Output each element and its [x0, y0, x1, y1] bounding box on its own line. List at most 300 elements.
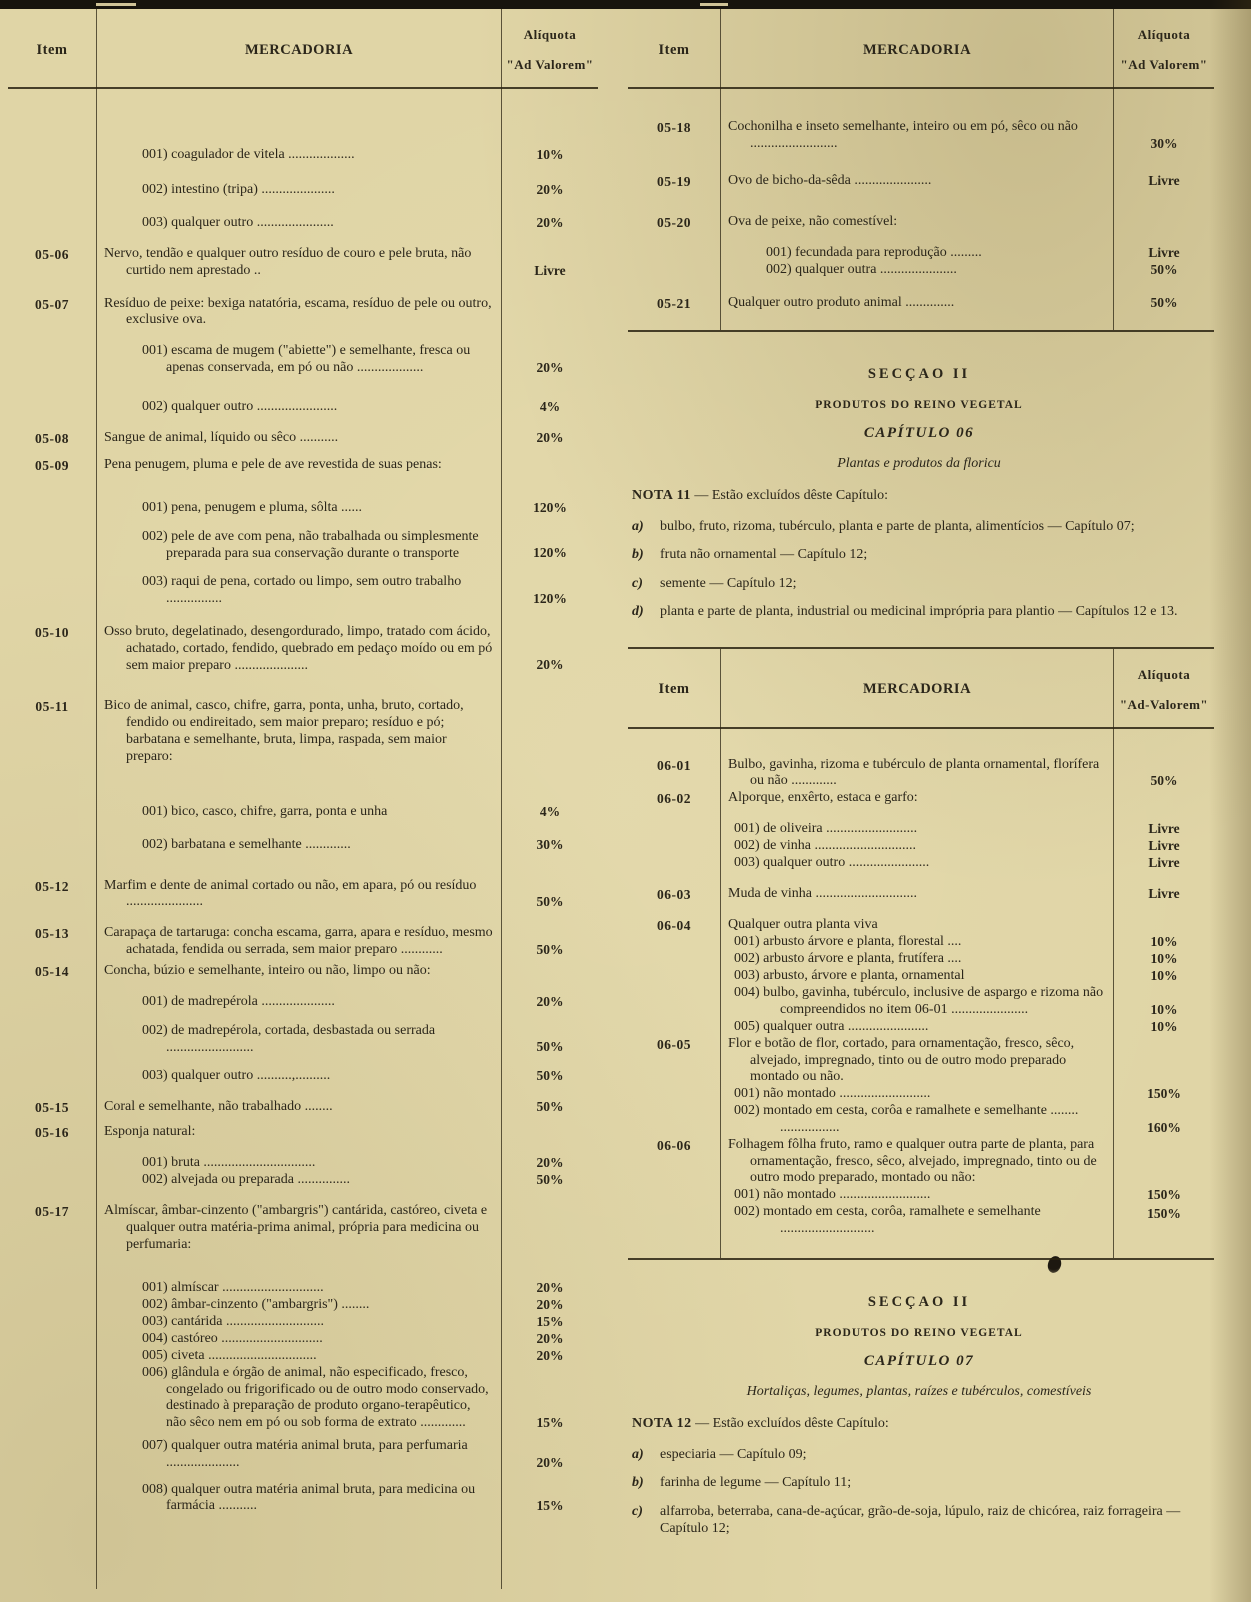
item-code — [8, 147, 96, 164]
aliquota-value: 15% — [536, 1414, 564, 1430]
item-code: 06-03 — [657, 887, 691, 903]
tariff-row — [8, 1314, 598, 1331]
aliquota-value: 20% — [536, 215, 564, 230]
item-code — [8, 1023, 96, 1057]
aliquota-value: 20% — [536, 1454, 564, 1470]
mercadoria-text: 003) qualquer outro ...................... — [142, 215, 334, 230]
tariff-row — [628, 1036, 1214, 1086]
tariff-row — [8, 624, 598, 674]
mercadoria-text: 001) bruta ................................ — [142, 1155, 316, 1171]
tariff-row — [628, 173, 1214, 190]
nota-list — [632, 1446, 1206, 1538]
mercadoria-text: 002) montado em cesta, corôa e ramalhete e semelhante ........ ................. — [734, 1103, 1079, 1135]
aliquota-value — [1114, 214, 1214, 231]
tariff-row — [628, 757, 1214, 791]
aliquota-value: 15% — [536, 1313, 564, 1329]
tariff-row — [628, 790, 1214, 807]
table-body — [8, 89, 598, 1589]
item-code — [8, 1331, 96, 1348]
item-code: 05-21 — [657, 295, 691, 311]
tariff-row — [628, 855, 1214, 872]
item-code — [8, 182, 96, 199]
mercadoria-text: 002) de madrepérola, cortada, desbastada ou serrada ......................... — [142, 1022, 436, 1055]
tariff-row — [628, 245, 1214, 262]
item-code: 06-06 — [657, 1137, 691, 1153]
nota-item-marker: b) — [632, 547, 644, 563]
mercadoria-text: Resíduo de peixe: bexiga natatória, escama, resíduo de pele ou outro, exclusive ova. — [104, 295, 492, 328]
aliquota-value: 30% — [1150, 135, 1178, 151]
nota-line — [632, 1416, 1206, 1432]
aliquota-value: 50% — [1150, 261, 1178, 277]
nota-text: — Estão excluídos dêste Capítulo: — [695, 1415, 889, 1431]
item-code — [8, 1068, 96, 1085]
nota-item-marker: d) — [632, 604, 644, 620]
nota-item-marker: a) — [632, 518, 644, 534]
left-column — [8, 9, 598, 1602]
tariff-row — [8, 457, 598, 474]
aliquota-value: 4% — [539, 803, 561, 819]
mercadoria-text: 002) intestino (tripa) ..................... — [142, 182, 335, 197]
tariff-row — [628, 886, 1214, 903]
nota-text: — Estão excluídos dêste Capítulo: — [694, 487, 889, 503]
tariff-row — [8, 574, 598, 608]
item-code — [8, 1438, 96, 1472]
tariff-row — [8, 1482, 598, 1516]
mercadoria-text: 001) coagulador de vitela ................... — [142, 147, 355, 162]
header-mercadoria: MERCADORIA — [862, 41, 972, 58]
aliquota-value: 20% — [536, 359, 564, 375]
aliquota-value — [1114, 917, 1214, 934]
tariff-row — [628, 821, 1214, 838]
aliquota-value: 10% — [1150, 1001, 1178, 1017]
item-code — [8, 1297, 96, 1314]
item-code — [8, 1280, 96, 1297]
tariff-row — [8, 529, 598, 563]
item-code — [628, 1187, 720, 1204]
mercadoria-text: 003) cantárida ............................ — [142, 1313, 324, 1329]
aliquota-value: 10% — [1150, 951, 1178, 967]
mercadoria-text: Folhagem fôlha fruto, ramo e qualquer outra parte de planta, para ornamentação, fresco, sêco, alvejado, impregnado, tinto ou de outro modo preparado, montado ou não: — [728, 1136, 1097, 1186]
aliquota-value: 20% — [536, 993, 564, 1009]
header-aliquota-line2: "Ad-Valorem" — [1119, 696, 1209, 712]
mercadoria-text: Qualquer outra planta viva — [728, 917, 878, 933]
mercadoria-text: 001) de oliveira .......................... — [734, 821, 918, 837]
item-code — [8, 1365, 96, 1432]
item-code: 05-09 — [35, 457, 69, 473]
mercadoria-text: 005) civeta ............................... — [142, 1347, 317, 1363]
item-code — [8, 1155, 96, 1172]
aliquota-value: 20% — [536, 657, 564, 673]
aliquota-value: 20% — [536, 1347, 564, 1363]
mercadoria-text: 005) qualquer outra ....................... — [734, 1018, 929, 1034]
item-code — [628, 1086, 720, 1103]
aliquota-value: 10% — [1150, 1018, 1178, 1034]
item-code: 05-06 — [35, 247, 69, 262]
header-aliquota-line1: Alíquota — [1137, 27, 1191, 42]
item-code: 06-05 — [657, 1036, 691, 1052]
item-code — [628, 1204, 720, 1238]
nota-item-text: fruta não ornamental — Capítulo 12; — [660, 547, 868, 563]
item-code — [628, 821, 720, 838]
aliquota-value: 50% — [536, 1068, 564, 1084]
mercadoria-text: 001) não montado .......................... — [734, 1086, 931, 1102]
mercadoria-text: Marfim e dente de animal cortado ou não, em apara, pó ou resíduo ...................... — [104, 877, 477, 910]
mercadoria-text: 004) bulbo, gavinha, tubérculo, inclusive de aspargo e rizoma não compreendidos no item 06-01 ...................... — [734, 985, 1104, 1017]
item-code — [628, 838, 720, 855]
mercadoria-text: 002) alvejada ou preparada ............... — [142, 1172, 350, 1188]
aliquota-value — [1114, 790, 1214, 807]
mercadoria-text: 002) pele de ave com pena, não trabalhada ou simplesmente preparada para sua conservação durante o transporte — [142, 528, 479, 561]
item-code — [8, 994, 96, 1011]
section-subheading: PRODUTOS DO REINO VEGETAL — [815, 398, 1023, 411]
item-code — [628, 1103, 720, 1137]
nota-label: NOTA 12 — [632, 1415, 692, 1431]
aliquota-value: 120% — [533, 590, 567, 606]
tariff-row — [8, 1155, 598, 1172]
item-code — [8, 1348, 96, 1365]
tariff-row — [8, 1099, 598, 1116]
mercadoria-text: 001) bico, casco, chifre, garra, ponta e unha — [142, 803, 388, 819]
aliquota-value: 50% — [536, 1039, 564, 1055]
mercadoria-text: Nervo, tendão e qualquer outro resíduo de couro e pele bruta, não curtido nem aprestado .. — [104, 246, 472, 278]
nota-list — [632, 518, 1206, 621]
item-code — [628, 934, 720, 951]
item-code — [8, 215, 96, 232]
item-code — [8, 1482, 96, 1516]
mercadoria-text: 002) qualquer outro ....................... — [142, 398, 338, 414]
aliquota-value: Livre — [1148, 172, 1180, 188]
nota-list-item — [632, 1446, 1206, 1464]
header-mercadoria: MERCADORIA — [244, 41, 354, 58]
item-code: 05-08 — [35, 430, 69, 446]
table-header — [628, 9, 1214, 89]
aliquota-value: Livre — [1148, 838, 1180, 854]
item-code: 05-07 — [35, 296, 69, 312]
nota-item-text: semente — Capítulo 12; — [660, 575, 797, 591]
item-code — [8, 1314, 96, 1331]
item-code: 05-11 — [35, 699, 69, 715]
mercadoria-text: 002) de vinha ............................. — [734, 838, 916, 854]
tariff-row — [628, 917, 1214, 934]
item-code: 05-19 — [657, 173, 691, 189]
mercadoria-text: Concha, búzio e semelhante, inteiro ou não, limpo ou não: — [104, 962, 431, 978]
item-code — [628, 1019, 720, 1036]
nota-item-marker: b) — [632, 1475, 644, 1491]
tariff-row — [8, 182, 598, 199]
item-code — [8, 804, 96, 821]
aliquota-value — [502, 1203, 598, 1253]
aliquota-value: Livre — [1148, 886, 1180, 902]
item-code: 05-20 — [657, 214, 691, 230]
header-aliquota-line1: Alíquota — [1137, 666, 1191, 682]
tariff-row — [628, 1137, 1214, 1187]
aliquota-value: Livre — [534, 262, 566, 278]
tariff-row — [628, 934, 1214, 951]
aliquota-value: 50% — [536, 894, 564, 910]
aliquota-value — [1114, 1137, 1214, 1187]
section-capitulo-07 — [628, 1260, 1214, 1538]
mercadoria-text: Ovo de bicho-da-sêda ...................... — [728, 172, 932, 188]
tariff-row — [8, 147, 598, 164]
tariff-row — [8, 925, 598, 959]
section-title: SECÇAO II — [867, 365, 971, 382]
nota-item-marker: c) — [632, 575, 643, 591]
aliquota-value: 10% — [1150, 968, 1178, 984]
aliquota-value: 50% — [1150, 294, 1178, 310]
mercadoria-text: 001) almíscar ............................. — [142, 1279, 324, 1295]
tariff-row — [8, 215, 598, 232]
item-code — [8, 343, 96, 377]
mercadoria-text: 002) arbusto árvore e planta, frutífera .... — [734, 951, 962, 967]
aliquota-value: Livre — [1148, 244, 1180, 260]
item-code: 05-10 — [35, 624, 69, 640]
tariff-row — [8, 399, 598, 416]
header-aliquota-line2: "Ad Valorem" — [1120, 57, 1208, 72]
tariff-row — [8, 500, 598, 517]
item-code: 06-01 — [657, 757, 691, 773]
aliquota-value: 20% — [536, 182, 564, 197]
nota-list-item — [632, 1503, 1206, 1538]
item-code: 05-13 — [35, 926, 69, 942]
tariff-row — [628, 1204, 1214, 1238]
aliquota-value: 30% — [536, 836, 564, 852]
item-code: 05-17 — [35, 1204, 69, 1220]
mercadoria-text: Esponja natural: — [104, 1124, 196, 1140]
scan-edge-notch — [96, 3, 136, 6]
tariff-row — [8, 1124, 598, 1141]
aliquota-value: Livre — [1148, 821, 1180, 837]
mercadoria-text: Flor e botão de flor, cortado, para ornamentação, fresco, sêco, alvejado, impregnado, tinto ou de outro modo preparado montado ou não. — [728, 1035, 1075, 1085]
tariff-row — [8, 1297, 598, 1314]
tariff-row — [8, 246, 598, 280]
tariff-row — [8, 1331, 598, 1348]
tariff-row — [8, 804, 598, 821]
tariff-row — [8, 296, 598, 330]
item-code — [8, 529, 96, 563]
mercadoria-text: Muda de vinha ............................. — [728, 886, 917, 902]
right-column — [628, 9, 1214, 1549]
mercadoria-text: Bulbo, gavinha, rizoma e tubérculo de planta ornamental, florífera ou não ............. — [728, 756, 1100, 789]
item-code — [628, 968, 720, 985]
item-code: 05-12 — [35, 878, 69, 894]
tariff-row — [628, 1103, 1214, 1137]
header-item: Item — [658, 41, 690, 58]
mercadoria-text: 001) pena, penugem e pluma, sôlta ...... — [142, 499, 363, 515]
item-code: 05-16 — [35, 1125, 69, 1141]
item-code — [8, 1172, 96, 1189]
tariff-table-left — [8, 9, 598, 1589]
aliquota-value: 15% — [536, 1498, 564, 1514]
scan-right-shadow — [1209, 0, 1251, 1602]
tariff-row — [8, 1348, 598, 1365]
nota-item-text: alfarroba, beterraba, cana-de-açúcar, grão-de-soja, lúpulo, raiz de chicórea, raiz forrageira — Capítulo 12; — [660, 1503, 1181, 1537]
mercadoria-text: Almíscar, âmbar-cinzento ("ambargris") cantárida, castóreo, civeta e qualquer outra matéria-prima animal, própria para medicina ou perfumaria: — [104, 1203, 488, 1252]
mercadoria-text: 003) arbusto, árvore e planta, ornamental — [734, 968, 965, 984]
aliquota-value: 20% — [536, 1296, 564, 1312]
nota-list-item — [632, 518, 1206, 536]
section-title: SECÇAO II — [867, 1293, 971, 1310]
nota-item-marker: a) — [632, 1446, 644, 1462]
mercadoria-text: 003) qualquer outro ..........,.......... — [142, 1068, 331, 1084]
aliquota-value — [502, 1124, 598, 1141]
header-aliquota — [502, 25, 598, 75]
header-mercadoria: MERCADORIA — [862, 681, 972, 698]
tariff-row — [8, 1068, 598, 1085]
aliquota-value: 120% — [533, 499, 567, 515]
chapter-subtitle: Plantas e produtos da floricu — [837, 455, 1001, 471]
nota-list-item — [632, 575, 1206, 593]
tariff-row — [628, 951, 1214, 968]
item-code — [8, 500, 96, 517]
mercadoria-text: Alporque, enxêrto, estaca e garfo: — [728, 790, 918, 806]
tariff-row — [628, 262, 1214, 279]
nota-list-item — [632, 603, 1206, 621]
aliquota-value: 50% — [536, 941, 564, 957]
header-aliquota-line1: Alíquota — [523, 27, 577, 42]
header-aliquota — [1114, 25, 1214, 75]
scan-edge-notch — [700, 3, 728, 6]
tariff-row — [8, 343, 598, 377]
nota-item-text: especiaria — Capítulo 09; — [660, 1446, 807, 1462]
aliquota-value — [502, 296, 598, 330]
nota-list-item — [632, 546, 1206, 564]
aliquota-value: 20% — [536, 1279, 564, 1295]
aliquota-value — [1114, 1036, 1214, 1086]
header-aliquota — [1114, 665, 1214, 715]
table-header — [628, 649, 1214, 729]
section-subheading: PRODUTOS DO REINO VEGETAL — [815, 1326, 1023, 1339]
mercadoria-text: Coral e semelhante, não trabalhado ........ — [104, 1099, 333, 1115]
mercadoria-text: Qualquer outro produto animal .............. — [728, 294, 955, 310]
item-code — [8, 399, 96, 416]
aliquota-value: 20% — [536, 1155, 564, 1171]
mercadoria-text: Bico de animal, casco, chifre, garra, ponta, unha, bruto, cortado, fendido ou endireitado, sem maior preparo; resíduo e pó; barbatana e semelhante, bruta, limpa, raspada, sem maior preparo: — [104, 698, 464, 764]
aliquota-value: 10% — [536, 147, 564, 162]
mercadoria-text: 001) de madrepérola ..................... — [142, 993, 335, 1009]
tariff-row — [8, 963, 598, 980]
aliquota-value: 50% — [536, 1099, 564, 1115]
tariff-row — [628, 1187, 1214, 1204]
aliquota-value — [502, 457, 598, 474]
item-code — [628, 951, 720, 968]
item-code — [8, 837, 96, 854]
aliquota-value: 50% — [1150, 773, 1178, 789]
aliquota-value: 150% — [1147, 1187, 1181, 1203]
aliquota-value — [502, 963, 598, 980]
aliquota-value: 120% — [533, 545, 567, 561]
tariff-row — [8, 1203, 598, 1253]
item-code — [628, 262, 720, 279]
mercadoria-text: Osso bruto, degelatinado, desengordurado, limpo, tratado com ácido, achatado, cortado, fendido, quebrado em pedaço moído ou em pó sem maior preparo ..................... — [104, 623, 493, 673]
tariff-row — [8, 1023, 598, 1057]
mercadoria-text: 001) não montado .......................... — [734, 1187, 931, 1203]
aliquota-value: 160% — [1147, 1119, 1181, 1135]
aliquota-value: 10% — [1150, 934, 1178, 950]
tariff-table-right-top — [628, 9, 1214, 332]
scan-top-edge — [0, 0, 1251, 9]
tariff-row — [628, 1019, 1214, 1036]
chapter-title: CAPÍTULO 06 — [863, 424, 975, 441]
item-code — [628, 855, 720, 872]
tariff-row — [628, 119, 1214, 153]
mercadoria-text: 002) qualquer outra ...................... — [766, 261, 957, 277]
mercadoria-text: 004) castóreo ............................. — [142, 1330, 323, 1346]
mercadoria-text: 006) glândula e órgão de animal, não especificado, fresco, congelado ou frigorificado ou de outro modo conservado, destinado à preparação de produto organo-terapêutico, não sêco nem em pó ou sob forma de extrato ............. — [142, 1364, 489, 1431]
aliquota-value: 50% — [536, 1172, 564, 1188]
aliquota-value: 4% — [539, 398, 561, 414]
mercadoria-text: 003) raqui de pena, cortado ou limpo, sem outro trabalho ................ — [142, 574, 462, 607]
table-body — [628, 757, 1214, 1258]
chapter-subtitle: Hortaliças, legumes, plantas, raízes e tubérculos, comestíveis — [746, 1383, 1092, 1399]
tariff-row — [8, 1280, 598, 1297]
item-code: 05-18 — [657, 120, 691, 135]
tariff-row — [8, 1438, 598, 1472]
table-body — [628, 119, 1214, 330]
tariff-row — [628, 1086, 1214, 1103]
header-aliquota-line2: "Ad Valorem" — [506, 57, 594, 72]
mercadoria-text: 001) escama de mugem ("abiette") e semelhante, fresca ou apenas conservada, em pó ou não ................... — [142, 343, 471, 375]
tariff-row — [8, 994, 598, 1011]
section-capitulo-06 — [628, 332, 1214, 621]
mercadoria-text: 002) montado em cesta, corôa, ramalhete e semelhante ........................... — [734, 1204, 1041, 1236]
aliquota-value: 150% — [1147, 1206, 1181, 1222]
item-code: 05-15 — [35, 1100, 69, 1116]
tariff-row — [8, 878, 598, 912]
tariff-row — [628, 968, 1214, 985]
mercadoria-text: 007) qualquer outra matéria animal bruta, para perfumaria ..................... — [142, 1437, 468, 1470]
mercadoria-text: 002) barbatana e semelhante ............. — [142, 836, 351, 852]
nota-item-marker: c) — [632, 1503, 643, 1519]
tariff-row — [8, 837, 598, 854]
mercadoria-text: 003) qualquer outro ....................... — [734, 855, 930, 871]
nota-item-text: bulbo, fruto, rizoma, tubérculo, planta e parte de planta, alimentícios — Capítulo 07; — [660, 518, 1135, 534]
aliquota-value: Livre — [1148, 855, 1180, 871]
tariff-row — [8, 1172, 598, 1189]
aliquota-value: 20% — [536, 429, 564, 445]
mercadoria-text: Carapaça de tartaruga: concha escama, garra, apara e resíduo, mesmo achatada, fendida ou serrada, sem maior preparo ............ — [104, 925, 493, 957]
tariff-row — [628, 295, 1214, 312]
mercadoria-text: Pena penugem, pluma e pele de ave revestida de suas penas: — [104, 456, 442, 472]
header-item: Item — [658, 681, 690, 698]
mercadoria-text: 001) fecundada para reprodução ......... — [766, 244, 982, 260]
mercadoria-text: 001) arbusto árvore e planta, florestal .... — [734, 934, 962, 950]
nota-item-text: farinha de legume — Capítulo 11; — [660, 1475, 852, 1491]
header-item: Item — [36, 41, 68, 58]
item-code: 05-14 — [35, 963, 69, 979]
tariff-row — [628, 214, 1214, 231]
item-code: 06-02 — [657, 791, 691, 807]
chapter-title: CAPÍTULO 07 — [863, 1352, 975, 1369]
mercadoria-text: Sangue de animal, líquido ou sêco ........... — [104, 429, 339, 445]
item-code: 06-04 — [657, 918, 691, 934]
mercadoria-text: Cochonilha e inseto semelhante, inteiro ou em pó, sêco ou não ......................... — [728, 119, 1078, 151]
tariff-row — [8, 698, 598, 765]
nota-label: NOTA 11 — [632, 487, 691, 503]
mercadoria-text: Ova de peixe, não comestível: — [728, 213, 898, 229]
tariff-row — [8, 1365, 598, 1432]
aliquota-value: 20% — [536, 1330, 564, 1346]
tariff-row — [628, 838, 1214, 855]
item-code — [8, 574, 96, 608]
nota-item-text: planta e parte de planta, industrial ou medicinal imprópria para plantio — Capítulos 12 e 13. — [660, 604, 1178, 620]
item-code — [628, 245, 720, 262]
nota-list-item — [632, 1474, 1206, 1492]
item-code — [628, 985, 720, 1019]
aliquota-value: 150% — [1147, 1086, 1181, 1102]
aliquota-value — [502, 698, 598, 765]
mercadoria-text: 002) âmbar-cinzento ("ambargris") ........ — [142, 1296, 370, 1312]
tariff-row — [8, 430, 598, 447]
